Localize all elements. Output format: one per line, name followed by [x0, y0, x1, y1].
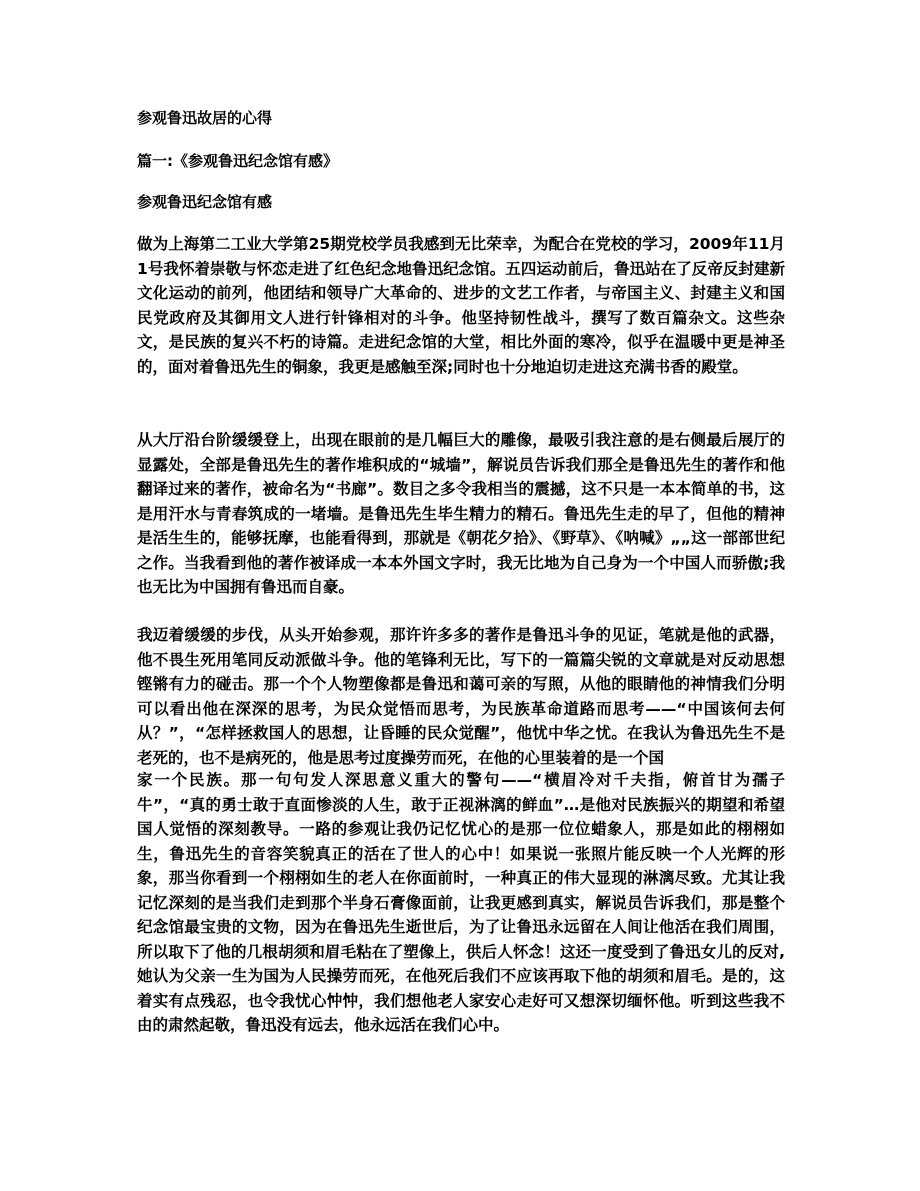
article-subtitle: 参观鲁迅纪念馆有感 — [137, 193, 273, 211]
section-heading: 篇一:《参观鲁迅纪念馆有感》 — [137, 152, 338, 170]
body-paragraph-2: 从大厅沿台阶缓缓登上，出现在眼前的是几幅巨大的雕像，最吸引我注意的是右侧最后展厅的显露处，全部是鲁迅先生的著作堆积成的“城墙”，解说员告诉我们那全是鲁迅先生的著作和他翻译过来的著作，被命名为“书廊”。数目之多令我相当的震撼，这不只是一本本简单的书，这是用汗水与青春筑成的一堵墙。是鲁迅先生毕生精力的精石。鲁迅先生走的早了，但他的精神是活生生的，能够抚摩，也能看得到，那就是《朝花夕拾》、《野草》、《呐喊》„„这一部部世纪之作。当我看到他的著作被译成一本本外国文字时，我无比地为自己身为一个中国人而骄傲;我也无比为中国拥有鲁迅而自豪。 — [137, 431, 785, 596]
body-paragraph-4: 家一个民族。那一句句发人深思意义重大的警句——“横眉冷对千夫指，俯首甘为孺子牛”，“真的勇士敢于直面惨淡的人生，敢于正视淋漓的鲜血”…是他对民族振兴的期望和希望国人觉悟的深刻教导。一路的参观让我仍记忆忧心的是那一位位蜡象人，那是如此的栩栩如生，鲁迅先生的音容笑貌真正的活在了世人的心中！如果说一张照片能反映一个人光辉的形象，那当你看到一个栩栩如生的老人在你面前时，一种真正的伟大显现的淋漓尽致。尤其让我记忆深刻的是当我们走到那个半身石膏像面前，让我更感到真实，解说员告诉我们，那是整个纪念馆最宝贵的文物，因为在鲁迅先生逝世后，为了让鲁迅永远留在人间让他活在我们周围，所以取下了他的几根胡须和眉毛粘在了塑像上，供后人怀念！这还一度受到了鲁迅女儿的反对,她认为父亲一生为国为人民操劳而死，在他死后我们不应该再取下他的胡须和眉毛。是的，这着实有点残忍，也令我忧心忡忡，我们想他老人家安心走好可又想深切缅怀他。听到这些我不由的肃然起敬，鲁迅没有远去，他永远活在我们心中。 — [137, 771, 785, 1034]
body-paragraph-3: 我迈着缓缓的步伐，从头开始参观，那许许多多的著作是鲁迅斗争的见证，笔就是他的武器，他不畏生死用笔同反动派做斗争。他的笔锋利无比，写下的一篇篇尖锐的文章就是对反动思想铿锵有力的碰击。那一个个人物塑像都是鲁迅和蔼可亲的写照，从他的眼睛他的神情我们分明可以看出他在深深的思考，为民众觉悟而思考，为民族革命道路而思考——“中国该何去何从？”，“怎样拯救国人的思想，让昏睡的民众觉醒”，他忧中华之忧。在我认为鲁迅先生不是老死的，也不是病死的，他是思考过度操劳而死，在他的心里装着的是一个国 — [137, 626, 785, 767]
document-title: 参观鲁迅故居的心得 — [137, 109, 273, 127]
body-paragraph-1: 做为上海第二工业大学第25期党校学员我感到无比荣幸，为配合在党校的学习，2009年11月1号我怀着崇敬与怀恋走进了红色纪念地鲁迅纪念馆。五四运动前后，鲁迅站在了反帝反封建新文化运动的前列，他团结和领导广大革命的、进步的文艺工作者，与帝国主义、封建主义和国民党政府及其御用文人进行针锋相对的斗争。他坚持韧性战斗，撰写了数百篇杂文。这些杂文，是民族的复兴不朽的诗篇。走进纪念馆的大堂，相比外面的寒冷，似乎在温暖中更是神圣的，面对着鲁迅先生的铜象，我更是感触至深;同时也十分地迫切走进这充满书香的殿堂。 — [137, 235, 785, 376]
